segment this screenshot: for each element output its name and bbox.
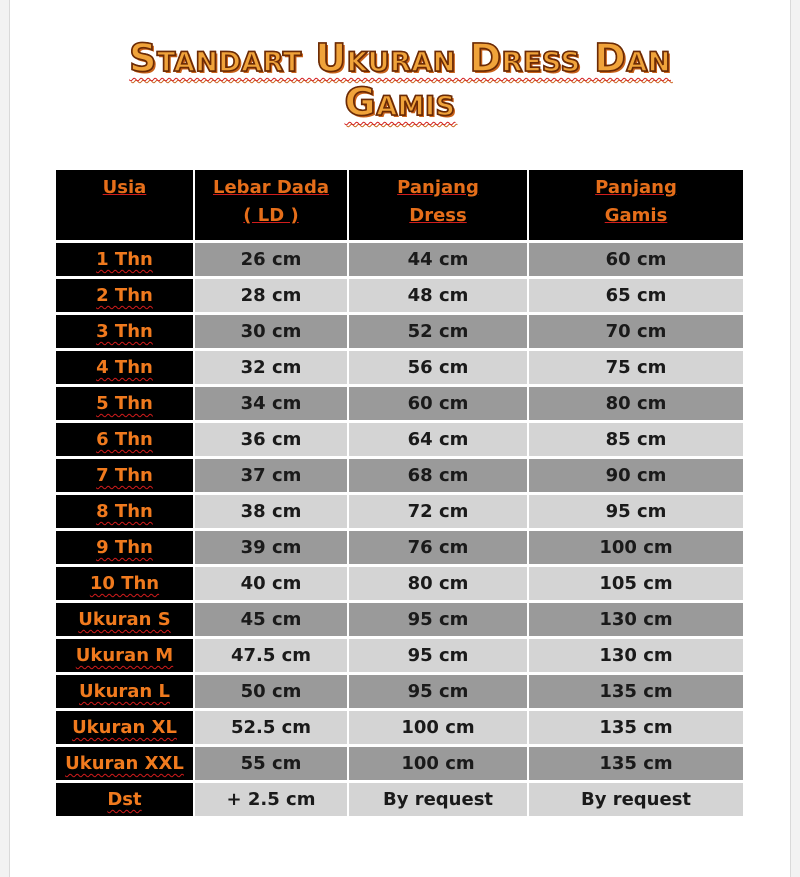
cell-panjang-gamis: 60 cm — [529, 243, 743, 276]
cell-panjang-dress: 60 cm — [349, 387, 527, 420]
cell-panjang-gamis: 135 cm — [529, 747, 743, 780]
cell-panjang-gamis: 135 cm — [529, 675, 743, 708]
cell-usia: 7 Thn — [56, 459, 193, 492]
cell-panjang-gamis: 130 cm — [529, 603, 743, 636]
table-row — [56, 567, 743, 600]
cell-lebar-dada: 55 cm — [195, 747, 347, 780]
cell-panjang-dress: 76 cm — [349, 531, 527, 564]
table-row — [56, 711, 743, 744]
cell-lebar-dada: 34 cm — [195, 387, 347, 420]
cell-usia: 8 Thn — [56, 495, 193, 528]
header-panjang-gamis: Panjang Gamis — [529, 170, 743, 240]
cell-usia: 5 Thn — [56, 387, 193, 420]
cell-lebar-dada: 50 cm — [195, 675, 347, 708]
cell-panjang-gamis: 130 cm — [529, 639, 743, 672]
cell-panjang-dress: 52 cm — [349, 315, 527, 348]
cell-usia: Ukuran XL — [56, 711, 193, 744]
cell-panjang-dress: 95 cm — [349, 639, 527, 672]
cell-lebar-dada: 28 cm — [195, 279, 347, 312]
cell-panjang-dress: By request — [349, 783, 527, 816]
cell-usia: 6 Thn — [56, 423, 193, 456]
cell-usia: 1 Thn — [56, 243, 193, 276]
size-chart-table — [54, 167, 745, 819]
cell-panjang-gamis: 135 cm — [529, 711, 743, 744]
cell-panjang-dress: 48 cm — [349, 279, 527, 312]
cell-lebar-dada: 52.5 cm — [195, 711, 347, 744]
cell-panjang-dress: 64 cm — [349, 423, 527, 456]
cell-usia: 3 Thn — [56, 315, 193, 348]
title-line-2: Gamis — [344, 80, 456, 124]
cell-usia: Ukuran L — [56, 675, 193, 708]
table-row — [56, 531, 743, 564]
table-row — [56, 279, 743, 312]
table-row — [56, 783, 743, 816]
cell-lebar-dada: 40 cm — [195, 567, 347, 600]
cell-panjang-gamis: 75 cm — [529, 351, 743, 384]
cell-lebar-dada: 37 cm — [195, 459, 347, 492]
table-row — [56, 603, 743, 636]
cell-panjang-dress: 100 cm — [349, 711, 527, 744]
cell-usia: Ukuran M — [56, 639, 193, 672]
cell-panjang-dress: 72 cm — [349, 495, 527, 528]
table-row — [56, 747, 743, 780]
table-header-row — [56, 170, 743, 240]
table-row — [56, 243, 743, 276]
header-usia: Usia — [56, 170, 193, 240]
header-panjang-dress: Panjang Dress — [349, 170, 527, 240]
cell-panjang-gamis: 95 cm — [529, 495, 743, 528]
cell-panjang-dress: 56 cm — [349, 351, 527, 384]
table-row — [56, 459, 743, 492]
table-body — [56, 243, 743, 816]
cell-panjang-dress: 68 cm — [349, 459, 527, 492]
cell-lebar-dada: 32 cm — [195, 351, 347, 384]
cell-usia: Ukuran S — [56, 603, 193, 636]
table-row — [56, 315, 743, 348]
table-row — [56, 675, 743, 708]
cell-usia: 9 Thn — [56, 531, 193, 564]
cell-lebar-dada: + 2.5 cm — [195, 783, 347, 816]
cell-panjang-dress: 95 cm — [349, 603, 527, 636]
table-row — [56, 351, 743, 384]
cell-panjang-dress: 80 cm — [349, 567, 527, 600]
cell-usia: 4 Thn — [56, 351, 193, 384]
cell-usia: Dst — [56, 783, 193, 816]
cell-panjang-gamis: 90 cm — [529, 459, 743, 492]
cell-lebar-dada: 36 cm — [195, 423, 347, 456]
cell-lebar-dada: 38 cm — [195, 495, 347, 528]
cell-panjang-gamis: 70 cm — [529, 315, 743, 348]
cell-panjang-dress: 100 cm — [349, 747, 527, 780]
cell-panjang-gamis: 80 cm — [529, 387, 743, 420]
cell-usia: Ukuran XXL — [56, 747, 193, 780]
cell-lebar-dada: 39 cm — [195, 531, 347, 564]
cell-panjang-gamis: 85 cm — [529, 423, 743, 456]
cell-panjang-gamis: 100 cm — [529, 531, 743, 564]
cell-lebar-dada: 47.5 cm — [195, 639, 347, 672]
cell-lebar-dada: 26 cm — [195, 243, 347, 276]
cell-usia: 10 Thn — [56, 567, 193, 600]
table-row — [56, 495, 743, 528]
document-title — [0, 36, 800, 124]
cell-usia: 2 Thn — [56, 279, 193, 312]
cell-panjang-gamis: 65 cm — [529, 279, 743, 312]
cell-panjang-dress: 95 cm — [349, 675, 527, 708]
title-line-1: Standart Ukuran Dress Dan — [129, 36, 671, 80]
header-lebar-dada: Lebar Dada ( LD ) — [195, 170, 347, 240]
cell-lebar-dada: 30 cm — [195, 315, 347, 348]
cell-panjang-gamis: By request — [529, 783, 743, 816]
table-row — [56, 423, 743, 456]
table-row — [56, 639, 743, 672]
cell-panjang-dress: 44 cm — [349, 243, 527, 276]
cell-panjang-gamis: 105 cm — [529, 567, 743, 600]
table-row — [56, 387, 743, 420]
cell-lebar-dada: 45 cm — [195, 603, 347, 636]
